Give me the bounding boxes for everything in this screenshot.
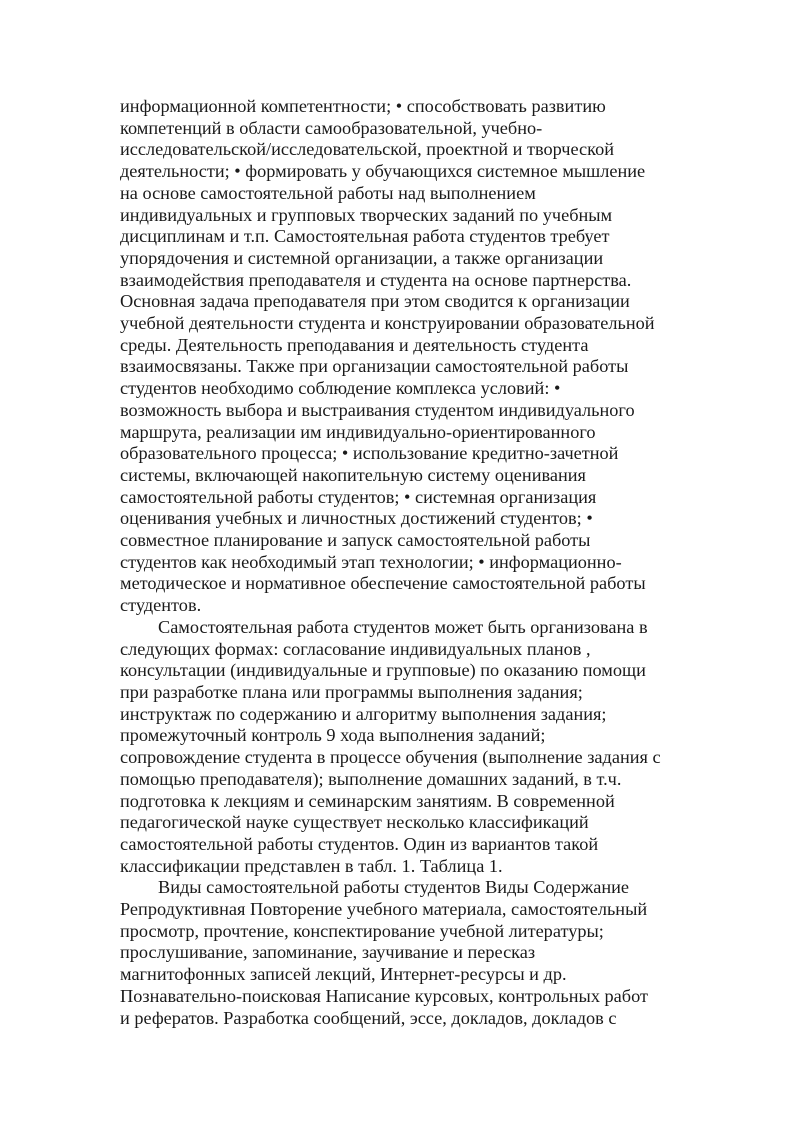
text-line: педагогической науке существует несколько классификаций (120, 812, 589, 833)
text-line: образовательного процесса; • использование кредитно-зачетной (120, 443, 619, 464)
text-line: Основная задача преподавателя при этом сводится к организации (120, 291, 630, 312)
text-line: самостоятельной работы студентов; • системная организация (120, 486, 597, 507)
body-text (120, 96, 695, 1029)
paragraph (120, 877, 695, 1029)
text-line: Виды самостоятельной работы студентов Виды Содержание (158, 877, 630, 898)
text-line: при разработке плана или программы выполнения задания; (120, 681, 583, 702)
text-line: и рефератов. Разработка сообщений, эссе, докладов, докладов с (120, 1007, 617, 1028)
text-line: магнитофонных записей лекций, Интернет-ресурсы и др. (120, 964, 567, 985)
text-line: Самостоятельная работа студентов может быть организована в (158, 616, 648, 637)
text-line: студентов. (120, 595, 202, 616)
text-line: исследовательской/исследовательской, проектной и творческой (120, 139, 615, 160)
text-line: компетенций в области самообразовательной, учебно- (120, 117, 543, 138)
text-line: учебной деятельности студента и конструировании образовательной (120, 313, 655, 334)
text-line: совместное планирование и запуск самостоятельной работы (120, 530, 591, 551)
text-line: инструктаж по содержанию и алгоритму выполнения задания; (120, 703, 607, 724)
text-line: студентов как необходимый этап технологии; • информационно- (120, 551, 622, 572)
text-line: деятельности; • формировать у обучающихся системное мышление (120, 161, 646, 182)
text-line: просмотр, прочтение, конспектирование учебной литературы; (120, 920, 604, 941)
text-line: на основе самостоятельной работы над выполнением (120, 182, 536, 203)
text-line: взаимосвязаны. Также при организации самостоятельной работы (120, 356, 629, 377)
text-line: информационной компетентности; • способствовать развитию (120, 96, 606, 116)
text-line: Репродуктивная Повторение учебного материала, самостоятельный (120, 899, 648, 920)
text-line: прослушивание, запоминание, заучивание и пересказ (120, 942, 536, 963)
text-line: маршрута, реализации им индивидуально-ориентированного (120, 421, 596, 442)
text-line: подготовка к лекциям и семинарским занятиям. В современной (120, 790, 615, 811)
text-line: классификации представлен в табл. 1. Таблица 1. (120, 855, 503, 876)
text-line: среды. Деятельность преподавания и деятельность студента (120, 334, 589, 355)
text-line: промежуточный контроль 9 хода выполнения заданий; (120, 725, 546, 746)
text-line: упорядочения и системной организации, а также организации (120, 247, 604, 268)
text-line: помощью преподавателя); выполнение домашних заданий, в т.ч. (120, 768, 622, 789)
text-line: оценивания учебных и личностных достижений студентов; • (120, 508, 593, 529)
text-line: индивидуальных и групповых творческих заданий по учебным (120, 204, 613, 225)
text-line: системы, включающей накопительную систему оценивания (120, 464, 586, 485)
text-line: возможность выбора и выстраивания студентом индивидуального (120, 399, 635, 420)
paragraph (120, 96, 695, 617)
text-line: взаимодействия преподавателя и студента на основе партнерства. (120, 269, 632, 290)
text-line: студентов необходимо соблюдение комплекса условий: • (120, 378, 561, 399)
text-line: методическое и нормативное обеспечение самостоятельной работы (120, 573, 646, 594)
text-line: следующих формах: согласование индивидуальных планов , (120, 638, 591, 659)
text-line: консультации (индивидуальные и групповые) по оказанию помощи (120, 660, 646, 681)
paragraph (120, 617, 695, 877)
text-line: сопровождение студента в процессе обучения (выполнение задания с (120, 747, 661, 768)
text-line: дисциплинам и т.п. Самостоятельная работа студентов требует (120, 226, 610, 247)
text-line: самостоятельной работы студентов. Один из вариантов такой (120, 833, 599, 854)
text-line: Познавательно-поисковая Написание курсовых, контрольных работ (120, 985, 648, 1006)
